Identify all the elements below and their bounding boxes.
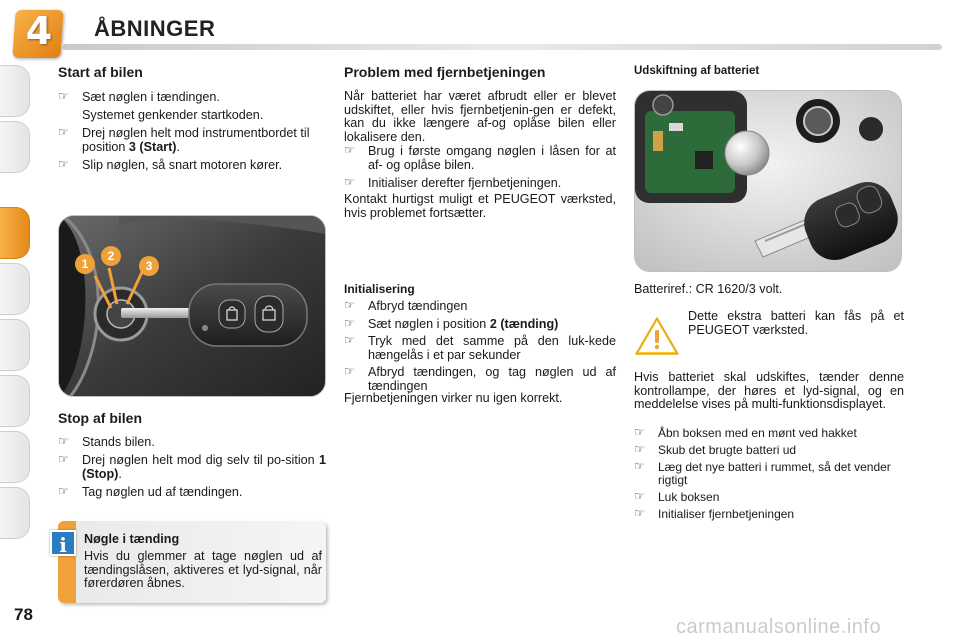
step-text: Initialiser derefter fjernbetjeningen. [368, 176, 562, 191]
init-step [344, 366, 616, 393]
battery-ref: Batteriref.: CR 1620/3 volt. [634, 282, 783, 296]
start-step [58, 90, 330, 104]
page-header [0, 0, 960, 58]
header-rule [62, 44, 942, 50]
step-text: Tag nøglen ud af tændingen. [82, 485, 243, 499]
warning-icon [634, 315, 680, 357]
battery-step [634, 508, 904, 521]
stop-steps [58, 435, 326, 499]
problem-step [344, 145, 616, 172]
battery-step [634, 444, 904, 457]
init-result: Fjernbetjeningen virker nu igen korrekt. [344, 391, 563, 405]
callout-2: 2 [101, 246, 121, 266]
problem-step [344, 177, 616, 191]
chapter-tab[interactable] [0, 319, 30, 371]
step-text: Afbryd tændingen, og tag nøglen ud af tændingen [368, 365, 616, 393]
info-title: Nøgle i tænding [84, 532, 180, 546]
init-step [344, 318, 616, 332]
callout-1: 1 [75, 254, 95, 274]
step-text: Sæt nøglen i position [368, 316, 490, 331]
stop-step [58, 453, 326, 481]
step-text: Tryk med det samme på den luk-kede hængelås i et par sekunder [368, 334, 616, 362]
battery-photo [634, 90, 902, 272]
start-step [58, 158, 330, 172]
step-text: Læg det nye batteri i rummet, så det vender rigtigt [658, 460, 891, 487]
start-step-note: Systemet genkender startkoden. [82, 108, 264, 122]
position-label: 1 (Stop) [82, 453, 326, 481]
chapter-tab[interactable] [0, 375, 30, 427]
stop-step [58, 435, 326, 449]
battery-step [634, 461, 904, 487]
battery-illustration [635, 91, 902, 272]
chapter-tab-active[interactable] [0, 207, 30, 259]
problem-steps [344, 145, 616, 191]
init-step [344, 300, 616, 314]
page-title: ÅBNINGER [94, 16, 216, 41]
step-punct: . [176, 140, 181, 154]
step-text: Slip nøglen, så snart motoren kører. [82, 158, 283, 172]
chapter-tab[interactable] [0, 65, 30, 117]
step-text: Drej nøglen helt mod dig selv til po-sition [82, 453, 319, 467]
problem-contact: Kontakt hurtigst muligt et PEUGEOT værksted, hvis problemet fortsætter. [344, 192, 616, 220]
start-steps [58, 90, 330, 172]
chapter-tab[interactable] [0, 263, 30, 315]
chapter-tab[interactable] [0, 431, 30, 483]
battery-warning: Dette ekstra batteri kan fås på et PEUGEOT værksted. [688, 309, 904, 337]
battery-heading: Udskiftning af batteriet [634, 65, 760, 77]
problem-heading: Problem med fjernbetjeningen [344, 64, 546, 80]
init-step [344, 335, 616, 362]
start-step [58, 126, 330, 154]
step-text: Initialiser fjernbetjeningen [658, 507, 795, 521]
step-text: Skub det brugte batteri ud [658, 443, 797, 457]
battery-step [634, 491, 904, 504]
info-icon: i [50, 530, 76, 556]
chapter-tab[interactable] [0, 487, 30, 539]
stop-heading: Stop af bilen [58, 410, 142, 426]
step-text: Luk boksen [658, 490, 720, 504]
stop-step [58, 485, 326, 499]
callout-3: 3 [139, 256, 159, 276]
step-text: Drej nøglen helt mod instrumentbordet til position [82, 126, 310, 154]
chapter-tab[interactable] [0, 121, 30, 173]
start-heading: Start af bilen [58, 64, 143, 80]
step-text: Åbn boksen med en mønt ved hakket [658, 426, 857, 440]
init-heading: Initialisering [344, 282, 415, 296]
step-text: Brug i første omgang nøglen i låsen for at af- og oplåse bilen. [368, 144, 616, 172]
watermark: carmanualsonline.info [676, 616, 882, 638]
step-text: Sæt nøglen i tændingen. [82, 90, 220, 104]
init-steps [344, 300, 616, 394]
position-label: 3 (Start) [128, 140, 177, 154]
battery-step [634, 427, 904, 440]
step-text: Afbryd tændingen [368, 299, 468, 313]
step-text: Stands bilen. [82, 435, 155, 449]
ignition-illustration [59, 216, 326, 397]
chapter-tabs [0, 65, 34, 575]
page-number: 78 [14, 605, 33, 624]
step-punct: . [118, 467, 122, 481]
ignition-photo [58, 215, 326, 397]
battery-steps [634, 427, 904, 521]
info-body: Hvis du glemmer at tage nøglen ud af tændingslåsen, aktiveres et lyd-signal, når førerdøren åbnes. [84, 549, 322, 590]
battery-intro: Hvis batteriet skal udskiftes, tænder denne kontrollampe, der høres et lyd-signal, og en meddelelse vises på multi-funktionsdisplayet. [634, 370, 904, 411]
position-label: 2 (tænding) [489, 316, 559, 331]
chapter-number: 4 [25, 9, 53, 53]
problem-intro: Når batteriet har været afbrudt eller er blevet udskiftet, eller hvis fjernbetjenin-gen er defekt, kan du ikke længere af-og oplåse bilen eller lokalisere den. [344, 89, 616, 144]
